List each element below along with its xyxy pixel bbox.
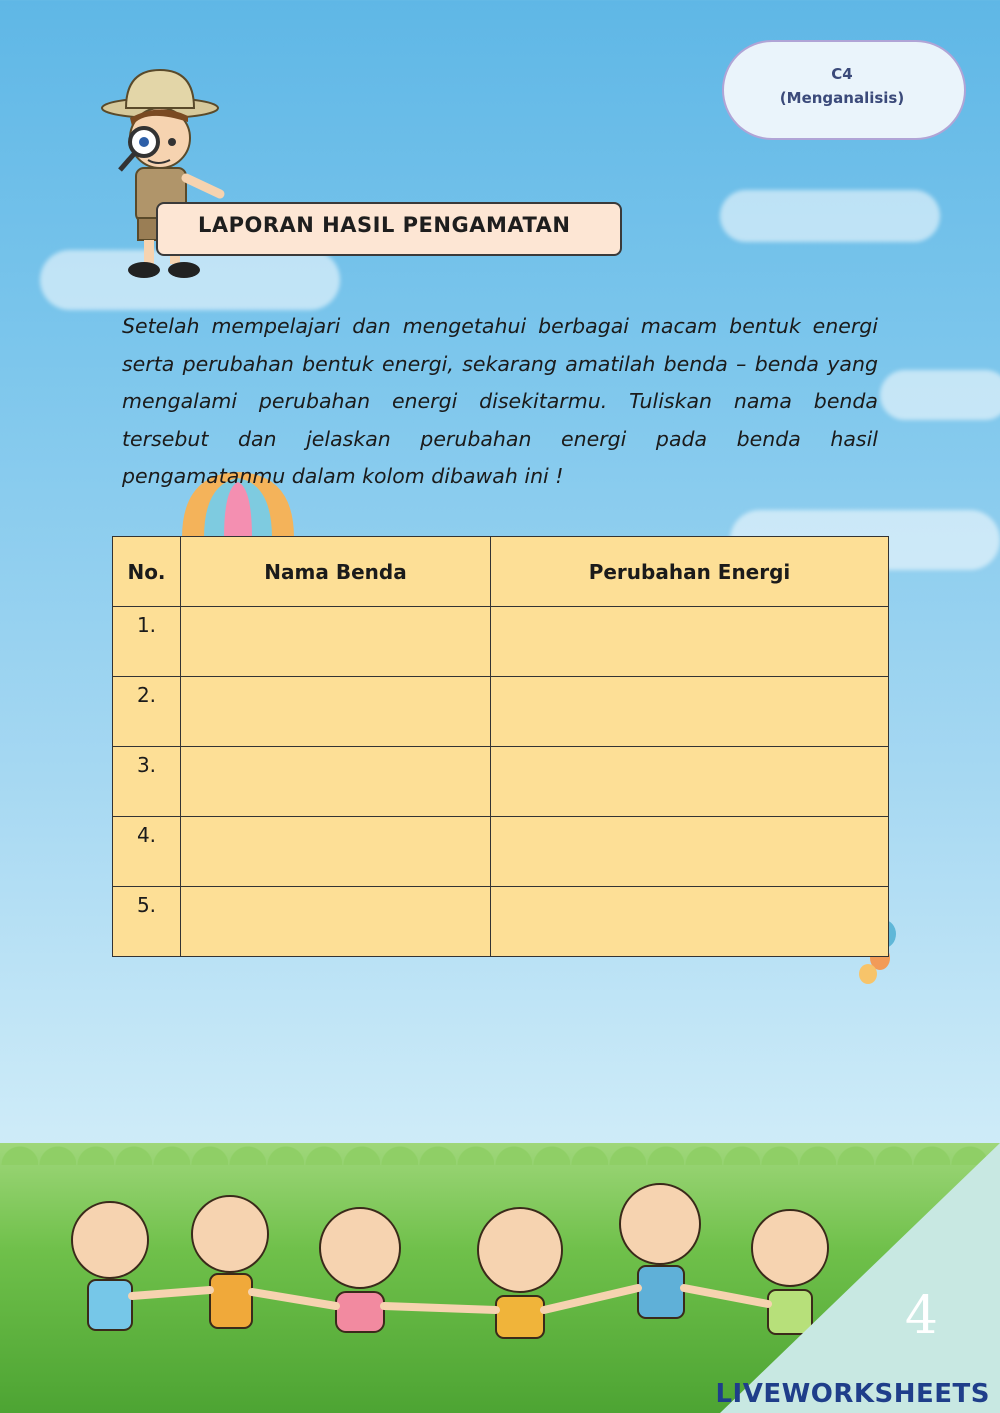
- perubahan-energi-cell[interactable]: [491, 747, 889, 817]
- background-cloud: [880, 370, 1000, 420]
- table-row: [113, 677, 889, 747]
- header-nama-benda: Nama Benda: [181, 537, 491, 607]
- table-header-row: [113, 537, 889, 607]
- nama-benda-cell[interactable]: [181, 817, 491, 887]
- nama-benda-cell[interactable]: [181, 607, 491, 677]
- level-code: C4: [831, 65, 853, 83]
- row-number: 1.: [113, 607, 181, 677]
- table-row: [113, 817, 889, 887]
- page-corner-fold: [720, 1143, 1000, 1413]
- liveworksheets-logo: LIVEWORKSHEETS: [715, 1379, 990, 1409]
- row-number: 3.: [113, 747, 181, 817]
- page-number: 4: [904, 1286, 938, 1346]
- perubahan-energi-cell[interactable]: [491, 887, 889, 957]
- perubahan-energi-cell[interactable]: [491, 677, 889, 747]
- row-number: 5.: [113, 887, 181, 957]
- page-title: LAPORAN HASIL PENGAMATAN: [198, 213, 571, 237]
- table-row: [113, 887, 889, 957]
- table-row: [113, 607, 889, 677]
- header-no: No.: [113, 537, 181, 607]
- row-number: 4.: [113, 817, 181, 887]
- perubahan-energi-cell[interactable]: [491, 607, 889, 677]
- perubahan-energi-cell[interactable]: [491, 817, 889, 887]
- header-perubahan-energi: Perubahan Energi: [491, 537, 889, 607]
- background-cloud: [720, 190, 940, 242]
- table-row: [113, 747, 889, 817]
- level-badge: [722, 62, 962, 110]
- observation-table: [112, 536, 889, 957]
- nama-benda-cell[interactable]: [181, 677, 491, 747]
- row-number: 2.: [113, 677, 181, 747]
- level-label: (Menganalisis): [779, 89, 905, 107]
- instructions-paragraph: Setelah mempelajari dan mengetahui berbagai macam bentuk energi serta perubahan bentuk energi, sekarang amatilah benda – benda yang mengalami perubahan energi disekitarmu. Tuliskan nama benda tersebut dan jelaskan perubahan energi pada benda hasil pengamatanmu dalam kolom dibawah ini !: [122, 314, 878, 488]
- nama-benda-cell[interactable]: [181, 887, 491, 957]
- nama-benda-cell[interactable]: [181, 747, 491, 817]
